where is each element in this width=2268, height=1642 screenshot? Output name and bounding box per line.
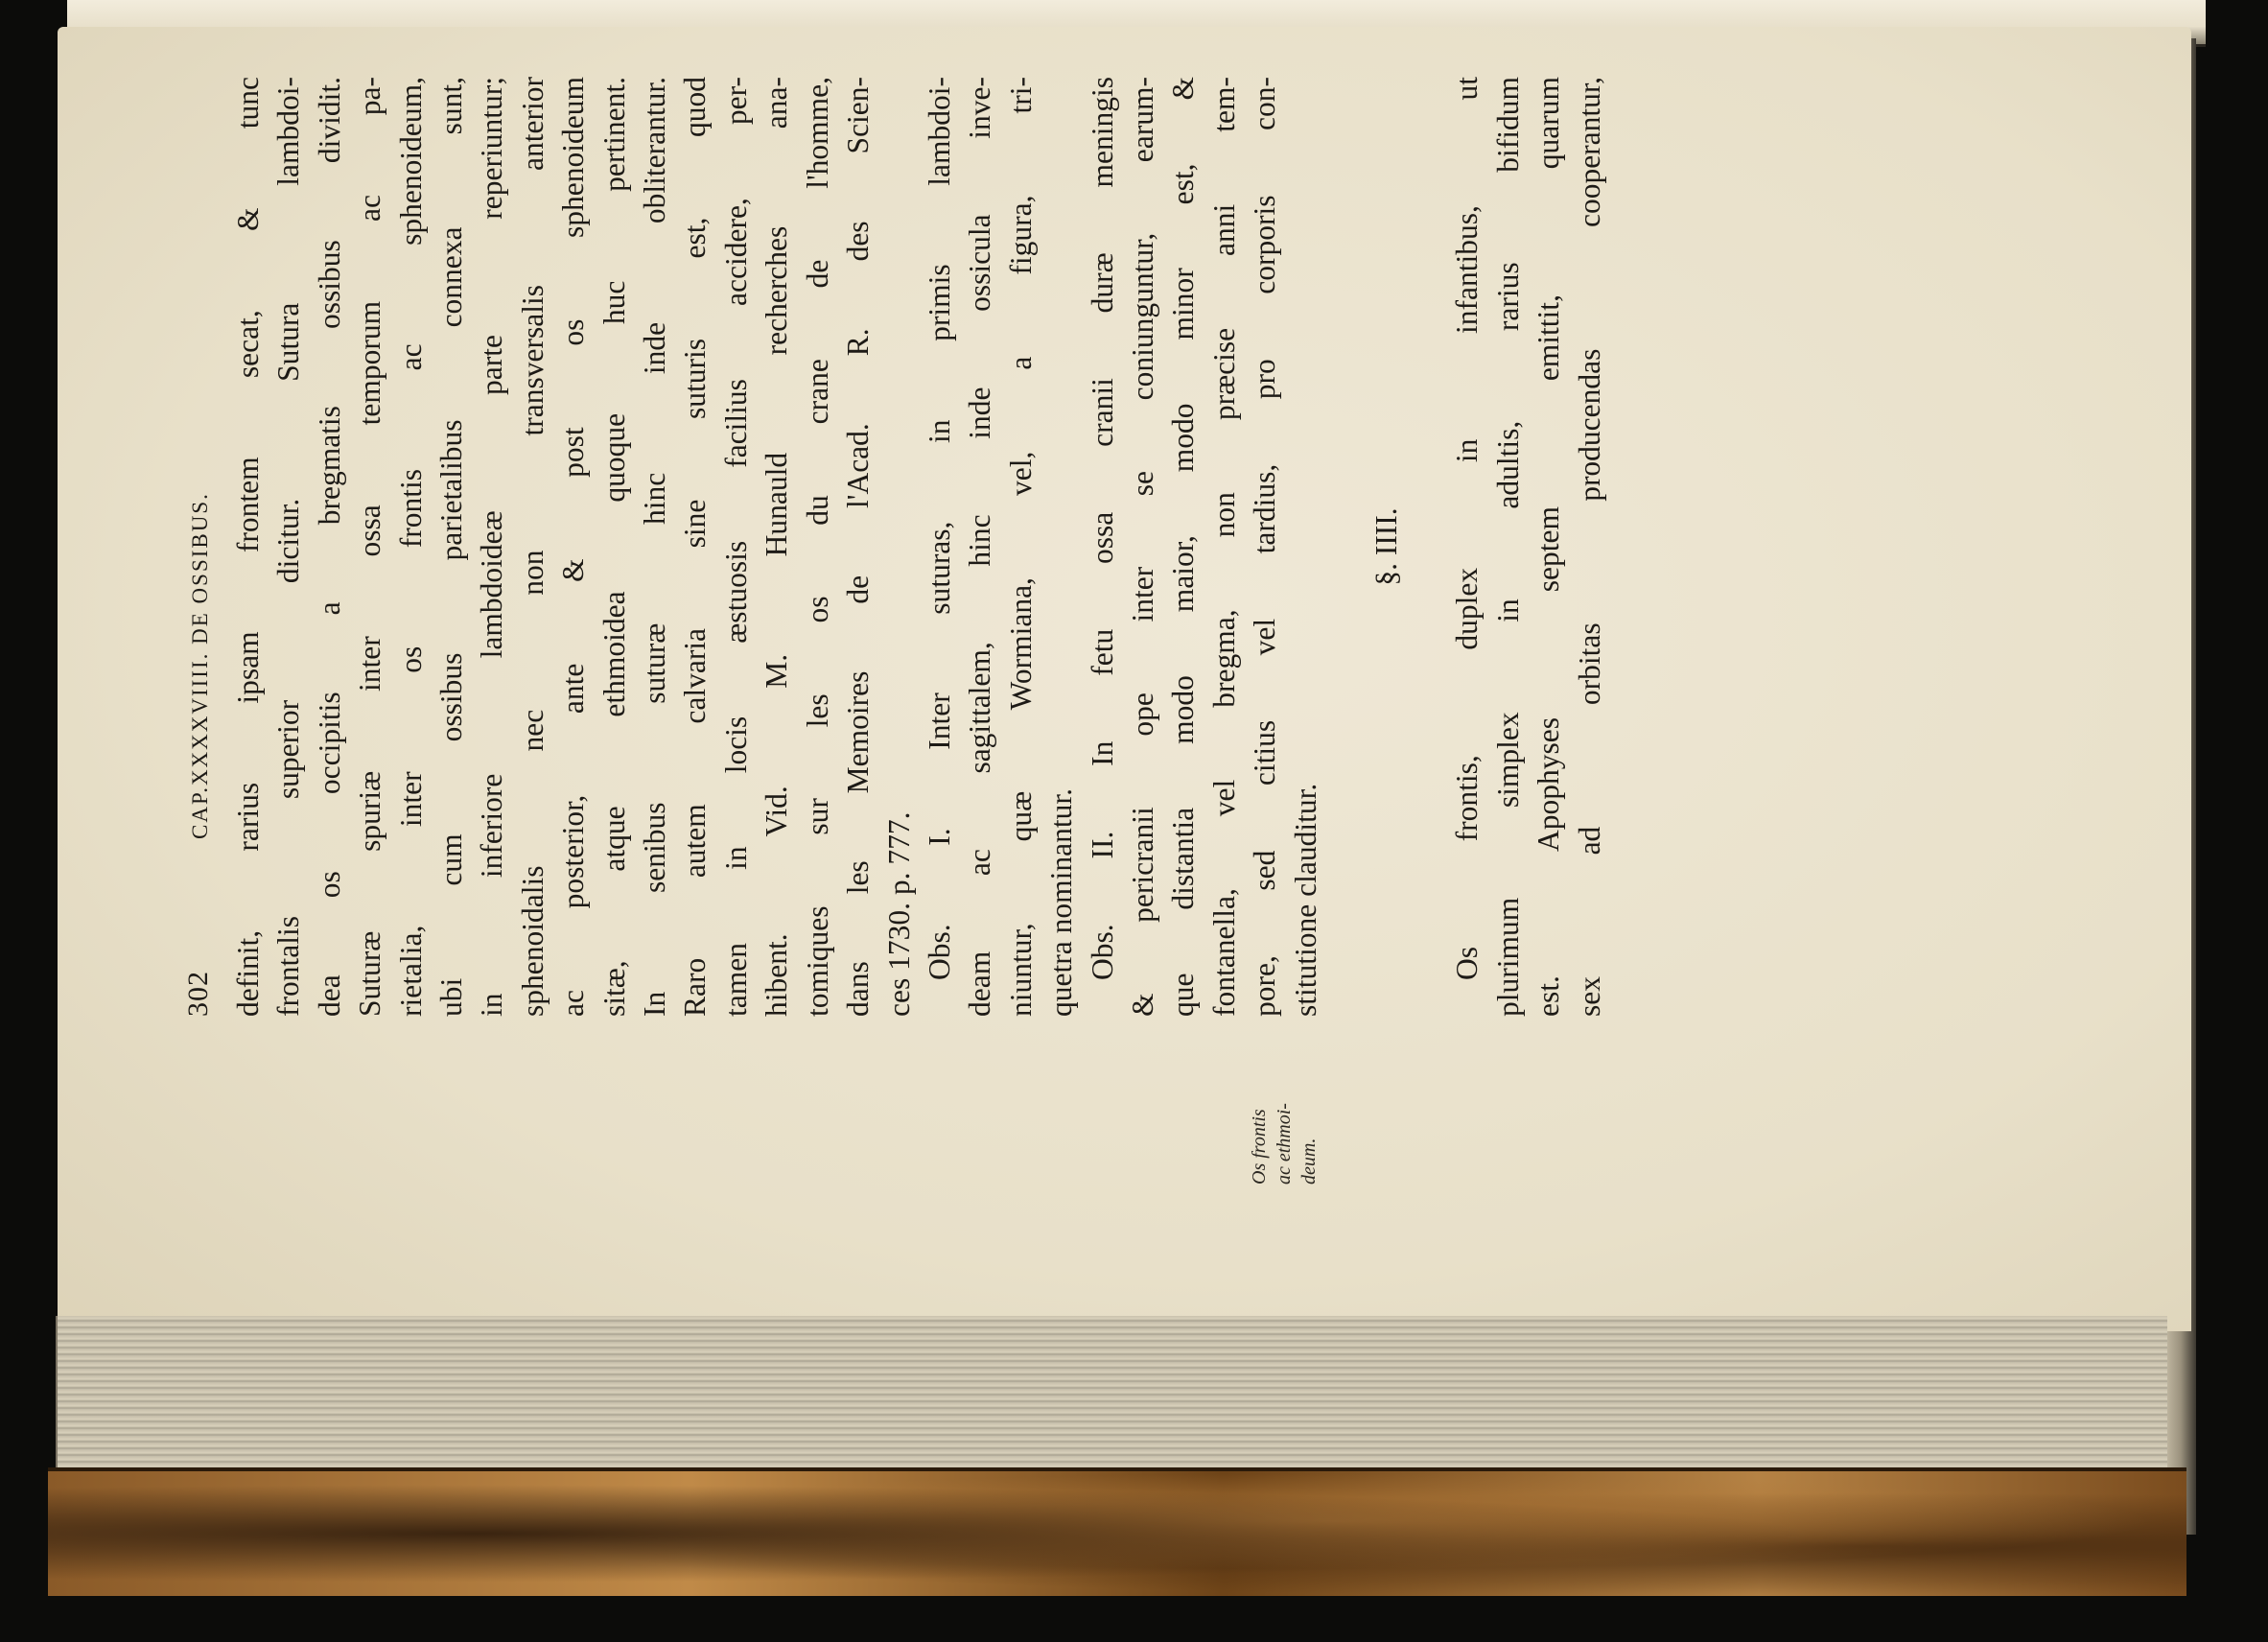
text-line: sphenoidalis nec non transversalis anterior	[515, 77, 549, 1017]
observation-2-line: pore, sed citius vel tardius, pro corporis con-	[1248, 77, 1282, 1017]
observation-2-line: stitutione clauditur.	[1288, 783, 1322, 1017]
marbled-cover	[48, 1467, 2186, 1596]
body-text	[228, 77, 1610, 1017]
text-line: sitæ, atque ethmoidea quoque huc pertinent.	[596, 77, 631, 1017]
section-line: sex ad orbitas producendas cooperantur,	[1572, 77, 1606, 1017]
text-line: frontalis superior dicitur. Sutura lambdoi-	[271, 77, 306, 1017]
observation-2-line: fontanella, vel bregma, non præcise anni tem-	[1206, 77, 1241, 1017]
observation-1-line: Obs. I. Inter suturas, in primis lambdoi-	[922, 77, 956, 980]
page-number: 302	[182, 971, 214, 1017]
section-spacer	[1326, 77, 1367, 1017]
text-line: Raro autem calvaria sine suturis est, quod	[678, 77, 713, 1017]
text-line: tamen in locis æstuosis facilius accidere, per-	[718, 77, 753, 1017]
text-line: In senibus suturæ hinc inde obliterantur.	[638, 77, 672, 1017]
text-line: hibent. Vid. M. Hunauld recherches ana-	[760, 77, 794, 1017]
text-line: in inferiore lambdoideæ parte reperiuntur;	[475, 77, 509, 1017]
section-line: est. Apophyses septem emittit, quarum	[1531, 77, 1566, 1017]
running-head: CAP.XXXXVIIII. DE OSSIBUS.	[188, 492, 212, 839]
section-line: plurimum simplex in adultis, rarius bifidum	[1490, 77, 1525, 1017]
page-text-block	[182, 77, 1678, 1185]
text-line: dans les Memoires de l'Acad. R. des Scien-	[841, 77, 876, 1017]
section-heading: §. IIII.	[1368, 507, 1403, 586]
text-line: ces 1730. p. 777.	[881, 811, 916, 1017]
observation-1-line: deam ac sagittalem, hinc inde ossicula inve-	[963, 77, 997, 1017]
observation-2-line: & pericranii ope inter se coniunguntur, earum-	[1125, 77, 1159, 1017]
text-line: Suturæ spuriæ inter ossa temporum ac pa-	[353, 77, 387, 1017]
observation-2-line: Obs. II. In fetu ossa cranii duræ meningis	[1085, 77, 1119, 980]
text-line: dea os occipitis a bregmatis ossibus dividit.	[312, 77, 346, 1017]
margin-note-line: deum.	[1298, 1138, 1320, 1185]
text-line: rietalia, inter os frontis ac sphenoideum,	[393, 77, 428, 1017]
section-spacer	[1407, 77, 1447, 1017]
text-line: tomiques sur les os du crane de l'homme,	[800, 77, 834, 1017]
margin-note-line: ac ethmoi-	[1274, 1103, 1295, 1185]
text-line: ubi cum ossibus parietalibus connexa sunt,	[434, 77, 469, 1017]
page-block-edges	[56, 1316, 2167, 1477]
section-line: Os frontis, duplex in infantibus, ut	[1450, 77, 1485, 980]
text-line: ac posterior, ante & post os sphenoideum	[556, 77, 591, 1017]
text-line: definit, rarius ipsam frontem secat, & tunc	[231, 77, 265, 1017]
margin-note-line: Os frontis	[1249, 1109, 1270, 1185]
observation-1-line: quetra nominantur.	[1044, 788, 1079, 1017]
margin-note	[1247, 1031, 1321, 1185]
page-header	[182, 77, 230, 1017]
observation-1-line: niuntur, quæ Wormiana, vel, a figura, tri-	[1003, 77, 1038, 1017]
observation-2-line: que distantia modo maior, modo minor est, &	[1166, 77, 1201, 1017]
